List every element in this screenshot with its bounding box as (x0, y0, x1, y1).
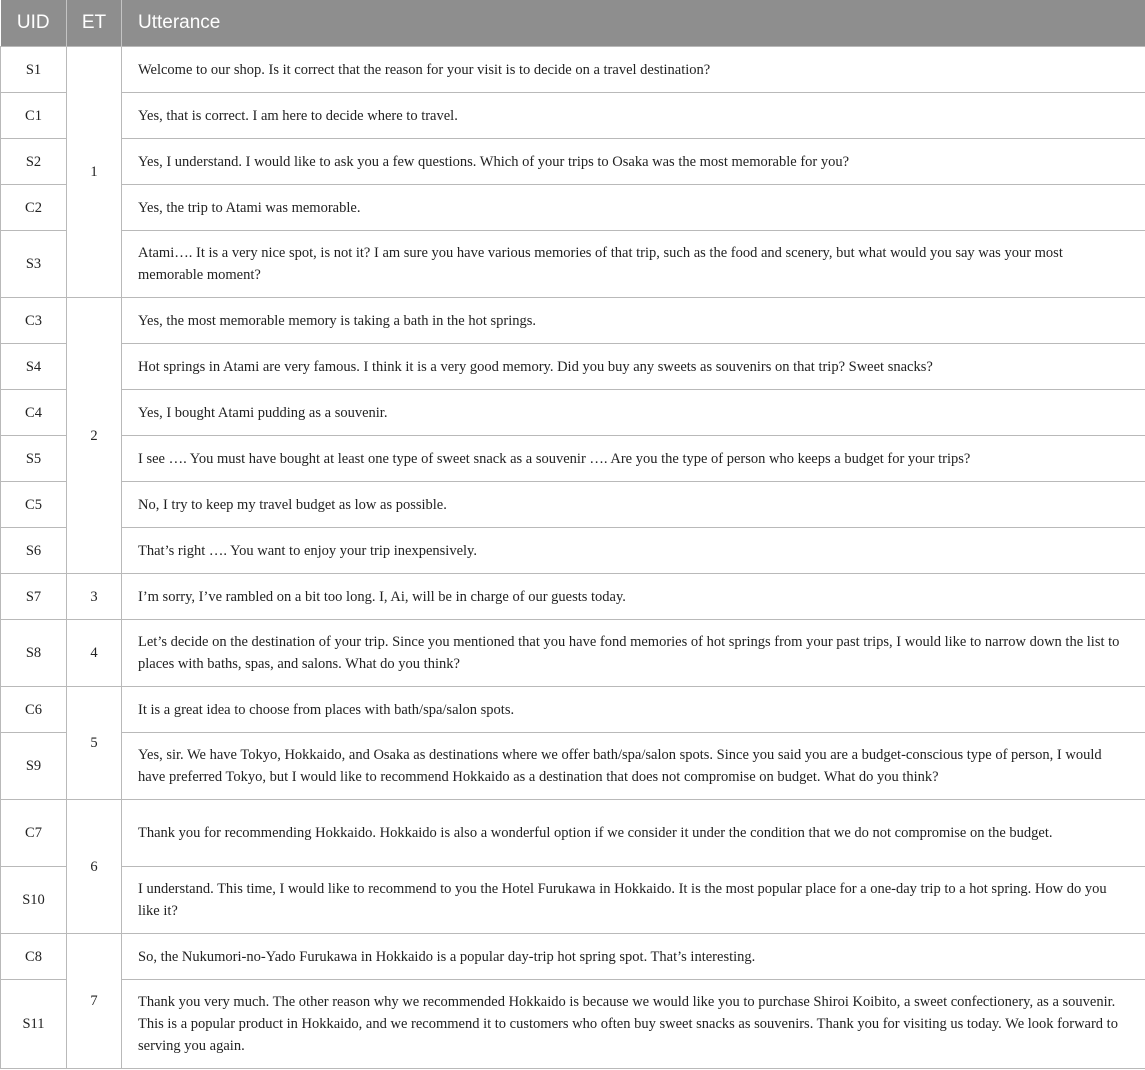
et-cell: 6 (67, 800, 122, 934)
table-row (1, 390, 1145, 436)
utterance-cell: Yes, the trip to Atami was memorable. (122, 185, 1145, 231)
table-row (1, 528, 1145, 574)
et-cell: 3 (67, 574, 122, 620)
table-row (1, 482, 1145, 528)
table-row (1, 867, 1145, 934)
uid-cell: S9 (1, 733, 67, 800)
uid-cell: C2 (1, 185, 67, 231)
table-row (1, 436, 1145, 482)
uid-cell: C7 (1, 800, 67, 867)
utterance-cell: Welcome to our shop. Is it correct that the reason for your visit is to decide on a travel destination? (122, 47, 1145, 93)
utterance-cell: Yes, sir. We have Tokyo, Hokkaido, and Osaka as destinations where we offer bath/spa/salon spots. Since you said you are a budget-conscious type of person, I would have preferred Tokyo, but I would like to recommend Hokkaido as a destination that does not compromise on budget. What do you think? (122, 733, 1145, 800)
uid-cell: S4 (1, 344, 67, 390)
uid-cell: C3 (1, 298, 67, 344)
table-row (1, 733, 1145, 800)
utterance-cell: So, the Nukumori-no-Yado Furukawa in Hokkaido is a popular day-trip hot spring spot. That’s interesting. (122, 934, 1145, 980)
uid-cell: S2 (1, 139, 67, 185)
uid-cell: S3 (1, 231, 67, 298)
uid-cell: C5 (1, 482, 67, 528)
uid-cell: S1 (1, 47, 67, 93)
utterance-cell: That’s right …. You want to enjoy your trip inexpensively. (122, 528, 1145, 574)
utterance-cell: I see …. You must have bought at least one type of sweet snack as a souvenir …. Are you the type of person who keeps a budget for your trips? (122, 436, 1145, 482)
uid-cell: S10 (1, 867, 67, 934)
uid-cell: S6 (1, 528, 67, 574)
utterance-cell: It is a great idea to choose from places with bath/spa/salon spots. (122, 687, 1145, 733)
et-cell: 2 (67, 298, 122, 574)
header-et: ET (67, 0, 122, 47)
table-row (1, 800, 1145, 867)
utterance-cell: Thank you for recommending Hokkaido. Hokkaido is also a wonderful option if we consider it under the condition that we do not compromise on the budget. (122, 800, 1145, 867)
table-row (1, 47, 1145, 93)
table-row (1, 980, 1145, 1069)
table-row (1, 185, 1145, 231)
table-row (1, 344, 1145, 390)
utterance-cell: I’m sorry, I’ve rambled on a bit too long. I, Ai, will be in charge of our guests today. (122, 574, 1145, 620)
utterance-cell: Let’s decide on the destination of your trip. Since you mentioned that you have fond memories of hot springs from your past trips, I would like to narrow down the list to places with baths, spas, and salons. What do you think? (122, 620, 1145, 687)
utterance-cell: Hot springs in Atami are very famous. I think it is a very good memory. Did you buy any sweets as souvenirs on that trip? Sweet snacks? (122, 344, 1145, 390)
table-row (1, 298, 1145, 344)
header-utterance: Utterance (122, 0, 1145, 47)
table-row (1, 574, 1145, 620)
table-row (1, 231, 1145, 298)
table-row (1, 139, 1145, 185)
uid-cell: S8 (1, 620, 67, 687)
table-row (1, 93, 1145, 139)
utterance-cell: Yes, I bought Atami pudding as a souvenir. (122, 390, 1145, 436)
utterance-cell: Yes, the most memorable memory is taking a bath in the hot springs. (122, 298, 1145, 344)
utterance-cell: Yes, that is correct. I am here to decide where to travel. (122, 93, 1145, 139)
header-uid: UID (1, 0, 67, 47)
table-row (1, 620, 1145, 687)
et-cell: 1 (67, 47, 122, 298)
uid-cell: C4 (1, 390, 67, 436)
utterance-cell: I understand. This time, I would like to recommend to you the Hotel Furukawa in Hokkaido. It is the most popular place for a one-day trip to a hot spring. How do you like it? (122, 867, 1145, 934)
utterance-cell: Thank you very much. The other reason why we recommended Hokkaido is because we would like you to purchase Shiroi Koibito, a sweet confectionery, as a souvenir. This is a popular product in Hokkaido, and we recommend it to customers who often buy sweet snacks as souvenirs. Thank you for visiting us today. We look forward to serving you again. (122, 980, 1145, 1069)
et-cell: 5 (67, 687, 122, 800)
uid-cell: C8 (1, 934, 67, 980)
uid-cell: S5 (1, 436, 67, 482)
utterance-cell: Atami…. It is a very nice spot, is not it? I am sure you have various memories of that trip, such as the food and scenery, but what would you say was your most memorable moment? (122, 231, 1145, 298)
utterance-cell: Yes, I understand. I would like to ask you a few questions. Which of your trips to Osaka was the most memorable for you? (122, 139, 1145, 185)
header-row (1, 0, 1145, 47)
et-cell: 7 (67, 934, 122, 1069)
uid-cell: C6 (1, 687, 67, 733)
uid-cell: S11 (1, 980, 67, 1069)
et-cell: 4 (67, 620, 122, 687)
uid-cell: C1 (1, 93, 67, 139)
utterance-cell: No, I try to keep my travel budget as low as possible. (122, 482, 1145, 528)
table-row (1, 934, 1145, 980)
uid-cell: S7 (1, 574, 67, 620)
table-row (1, 687, 1145, 733)
